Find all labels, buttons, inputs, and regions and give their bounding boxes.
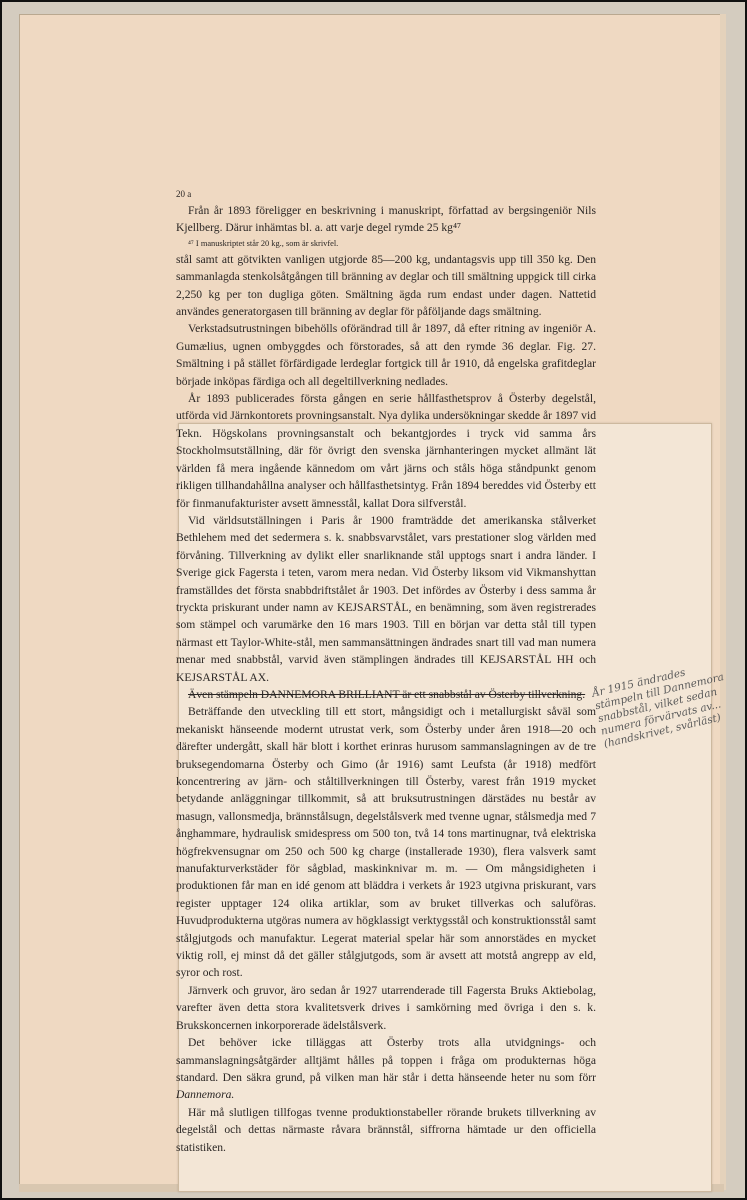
paragraph-9-text: Det behöver icke tilläggas att Österby trots alla utvidgnings- och sammanslagningsåtgärder alltjämt hålles på toppen i fråga om produkternas höga standard. Den säkra grund, på vilken man här står i detta hänseende heter nu som förr [176, 1036, 596, 1084]
paragraph-1: Från år 1893 föreligger en beskrivning i manuskript, författad av bergsingeniör Nils Kjellberg. Därur inhämtas bl. a. att varje degel rymde 25 kg⁴⁷ [176, 204, 596, 235]
handwritten-margin-note: År 1915 ändrades stämpeln till Dannemora snabbstål, vilket sedan numera förvärvats av... (handskrivet, svårläst) [591, 666, 726, 751]
paragraph-7: Beträffande den utveckling till ett stort, mångsidigt och i metallurgiskt såväl som mekaniskt hänseende modernt utrustat verk, som Österby under åren 1918—20 och därefter undergått, skall här blott i korthet erinras hurusom sammanslagningen av de tre bruksegendomarna Österby och Gimo (år 1916) samt Leufsta (år 1918) medfört koncentrering av järn- och ståltillverkningen till Österby, varest från 1919 mycket betydande anläggningar tillkommit, så att bruksutrustningen därstädes nu består av masugn, vallonsmedja, brännstålsugn, degelstålsverk med tvenne ugnar, stålsmedja med 7 ånghammare, hydraulisk smidespress om 500 ton, två 14 tons martinugnar, två elektriska högfrekvensugnar om 250 och 500 kg charge (installerade 1930), flera valsverk samt manufakturverkstäder för sågblad, maskinknivar m. m. — Om mångsidigheten i produktionen får man en idé genom att bläddra i verkets år 1923 utgivna priskurant, vars register upptager 124 olika artiklar, som av bruket tillverkas och saluföras. Huvudprodukterna utgöras numera av högklassigt verktygsstål och konstruktionsstål samt stålgjutgods och manufaktur. Legerat material spelar här som annorstädes en mycket viktig roll, ej minst då det gäller stålgjutgods, som är avsett att motstå angrepp av eld, syror och rost. [176, 705, 596, 980]
page-number: 20 a [176, 189, 192, 199]
paper-edge-right [720, 14, 726, 1190]
footnote-47: ⁴⁷ I manuskriptet står 20 kg., som är skrivfel. [188, 238, 339, 248]
paragraph-10: Här må slutligen tillfogas tvenne produktionstabeller rörande brukets tillverkning av degelstål och dettas närmaste råvara brännstål, siffrorna hämtade ur den officiella statistiken. [176, 1105, 596, 1154]
paragraph-5: Vid världsutställningen i Paris år 1900 framträdde det amerikanska stålverket Bethlehem med det sedermera s. k. snabbsvarvstålet, vars prestationer slog världen med förvåning. Tillverkning av dylikt eller snarliknande stål upptogs snart i andra länder. I Sverige gick Fagersta i teten, varom mera nedan. Vid Österby liksom vid Vikmanshyttan framställdes det första snabbdriftstålet år 1903. Det infördes av Österby i dess samma år tryckta priskurant under namn av KEJSARSTÅL, en benämning, som även registrerades som stämpel och varumärke den 16 mars 1903. Till en början var detta stål till typen närmast ett Taylor-White-stål, men sammansättningen ändrades snart till vad man numera menar med snabbstål, varvid även stämplingen ändrades till KEJSARSTÅL HH och KEJSARSTÅL AX. [176, 513, 596, 684]
dannemora-italic: Dannemora. [176, 1088, 235, 1102]
paragraph-9 [176, 1034, 596, 1104]
document-body [176, 188, 596, 1156]
paragraph-2: stål samt att götvikten vanligen utgjorde 85—200 kg, undantagsvis upp till 350 kg. Den sammanlagda stenkolsåtgången till bränning av deglar och till smältning uppgick till cirka 2,250 kg per ton dugliga göten. Smältning ägda rum endast under dagen. Nattetid användes generatorgasen till bränning av deglar för påföljande dags smältning. [176, 252, 596, 319]
paragraph-8: Järnverk och gruvor, äro sedan år 1927 utarrenderade till Fagersta Bruks Aktiebolag, varefter även detta stora kvalitetsverk drives i samkörning med övriga i den s. k. Brukskoncernen inkorporerade ädelstålsverk. [176, 983, 596, 1032]
paragraph-4: År 1893 publicerades första gången en serie hållfasthetsprov å Österby degelstål, utförda vid Järnkontorets provningsanstalt. Nya dylika undersökningar skedde år 1897 vid Tekn. Högskolans provningsanstalt och bekantgjordes i tryck vid samma års Stockholmsutställning, där för övrigt den svenska järnhanteringen mycket allmänt lät världen få mera ingående kännedom om vårt järns och ståls höga ståndpunkt genom rikligen tillhandahållna analyser och hållfasthetsintyg. Från 1894 bereddes vid Österby ett för finmanufakturister avsett ämnesstål, kallat Dora silfverstål. [176, 392, 596, 510]
paragraph-3: Verkstadsutrustningen bibehölls oförändrad till år 1897, då efter ritning av ingeniör A. Gumælius, ugnen ombyggdes och förstorades, så att den rymde 36 deglar. Fig. 27. Smältning i på stället förfärdigade lerdeglar fortgick till år 1910, då engelska grafitdeglar började inköpas färdiga och all degeltillverkning nedlades. [176, 322, 596, 388]
paragraph-6-struck: Även stämpeln DANNEMORA BRILLIANT är ett snabbstål av Österby tillverkning. [188, 687, 586, 701]
